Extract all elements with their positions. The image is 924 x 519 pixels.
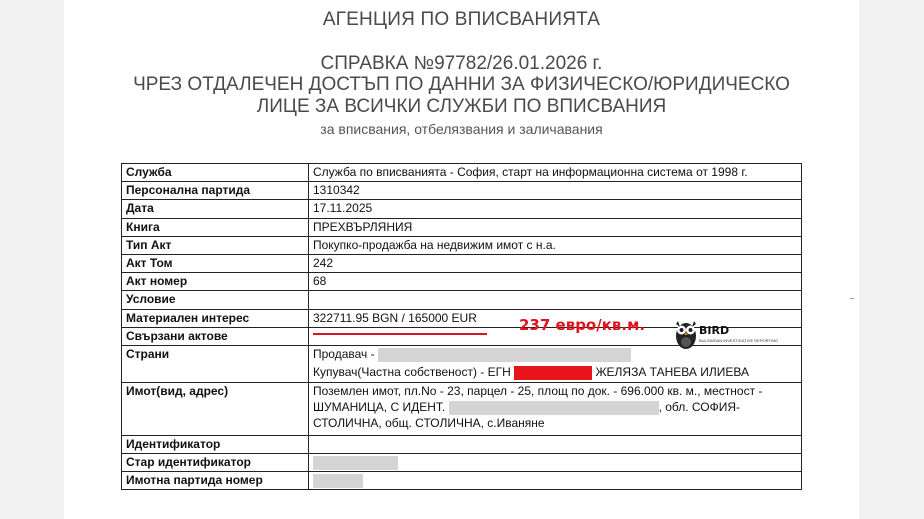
agency-title: АГЕНЦИЯ ПО ВПИСВАНИЯТА bbox=[322, 9, 601, 30]
table-row bbox=[122, 254, 802, 272]
row-label: Условие bbox=[122, 291, 309, 309]
property-text: , обл. СОФИЯ- bbox=[658, 399, 741, 414]
egn-redaction bbox=[514, 366, 592, 380]
owl-icon bbox=[673, 316, 699, 352]
redaction-box bbox=[313, 456, 398, 470]
price-per-sqm-annotation: 237 евро/кв.м. bbox=[519, 316, 646, 334]
row-value: 322711.95 BGN / 165000 EUR bbox=[309, 309, 802, 327]
reference-title: СПРАВКА №97782/26.01.2026 г. bbox=[320, 53, 603, 74]
property-line bbox=[313, 399, 797, 415]
table-row bbox=[122, 472, 802, 490]
table-row bbox=[122, 382, 802, 435]
row-label: Имот(вид, адрес) bbox=[122, 382, 309, 435]
table-row bbox=[122, 291, 802, 309]
scan-mark bbox=[850, 298, 854, 299]
seller-prefix: Продавач - bbox=[313, 346, 375, 361]
row-label: Свързани актове bbox=[122, 327, 309, 345]
row-value bbox=[309, 472, 802, 490]
table-row bbox=[122, 200, 802, 218]
table-row bbox=[122, 164, 802, 182]
table-row bbox=[122, 218, 802, 236]
row-label: Персонална партида bbox=[122, 182, 309, 200]
document-heading-line2: ЛИЦЕ ЗА ВСИЧКИ СЛУЖБИ ПО ВПИСВАНИЯ bbox=[256, 96, 667, 117]
row-label: Материален интерес bbox=[122, 309, 309, 327]
row-label: Акт Том bbox=[122, 254, 309, 272]
table-row bbox=[122, 182, 802, 200]
document-page bbox=[64, 0, 859, 519]
row-value bbox=[309, 435, 802, 453]
row-label: Служба bbox=[122, 164, 309, 182]
row-value: 242 bbox=[309, 254, 802, 272]
property-line: СТОЛИЧНА, общ. СТОЛИЧНА, с.Иваняне bbox=[313, 415, 545, 430]
logo-tagline: BULGARIAN INVESTIGATIVE REPORTING bbox=[699, 338, 778, 343]
property-text: ШУМАНИЦА, С ИДЕНТ. bbox=[313, 399, 446, 414]
row-value: Служба по вписванията - София, старт на информационна система от 1998 г. bbox=[309, 164, 802, 182]
table-row bbox=[122, 454, 802, 472]
row-value: 1310342 bbox=[309, 182, 802, 200]
material-interest-underline bbox=[313, 333, 487, 335]
bird-logo bbox=[673, 316, 778, 356]
buyer-line bbox=[313, 364, 797, 382]
row-value bbox=[309, 291, 802, 309]
row-label: Имотна партида номер bbox=[122, 472, 309, 490]
row-label: Стар идентификатор bbox=[122, 454, 309, 472]
document-heading-line1: ЧРЕЗ ОТДАЛЕЧЕН ДОСТЪП ПО ДАННИ ЗА ФИЗИЧЕСКО/ЮРИДИЧЕСКО bbox=[133, 74, 790, 95]
row-value bbox=[309, 454, 802, 472]
row-label: Идентификатор bbox=[122, 435, 309, 453]
row-value: 17.11.2025 bbox=[309, 200, 802, 218]
property-value bbox=[309, 382, 802, 435]
row-label: Страни bbox=[122, 345, 309, 382]
row-label: Акт номер bbox=[122, 273, 309, 291]
row-value: ПРЕХВЪРЛЯНИЯ bbox=[309, 218, 802, 236]
row-label: Дата bbox=[122, 200, 309, 218]
logo-name: BIRD bbox=[699, 324, 730, 337]
redaction-box bbox=[449, 401, 659, 415]
buyer-name: ЖЕЛЯЗА ТАНЕВА ИЛИЕВА bbox=[595, 364, 749, 379]
buyer-prefix: Купувач(Частна собственост) - ЕГН bbox=[313, 364, 511, 379]
property-line: Поземлен имот, пл.No - 23, парцел - 25, площ по док. - 696.000 кв. м., местност - bbox=[313, 383, 763, 398]
redaction-box bbox=[378, 348, 631, 362]
redaction-box bbox=[313, 474, 363, 488]
table-row bbox=[122, 435, 802, 453]
row-value: 68 bbox=[309, 273, 802, 291]
document-subtitle: за вписвания, отбелязвания и заличавания bbox=[320, 121, 603, 137]
table-row bbox=[122, 236, 802, 254]
table-row bbox=[122, 273, 802, 291]
row-label: Тип Акт bbox=[122, 236, 309, 254]
row-value: Покупко-продажба на недвижим имот с н.а. bbox=[309, 236, 802, 254]
row-label: Книга bbox=[122, 218, 309, 236]
